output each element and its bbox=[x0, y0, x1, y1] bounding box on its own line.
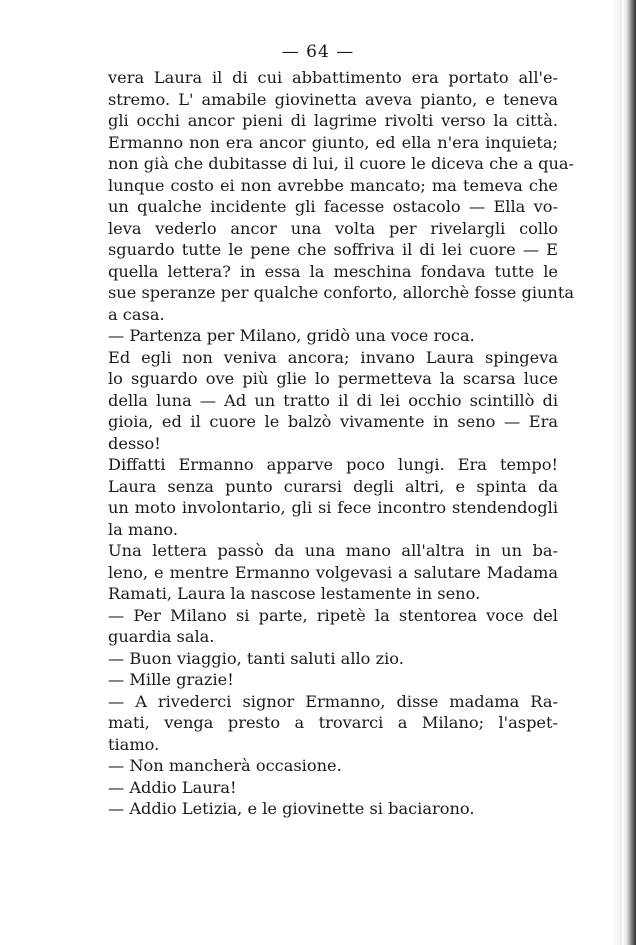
text-line: gli occhi ancor pieni di lagrime rivolti verso la città. bbox=[108, 111, 558, 130]
text-line: guardia sala. bbox=[108, 627, 215, 646]
text-line: quella lettera? in essa la meschina fondava tutte le bbox=[108, 261, 558, 281]
text-line: Diffatti Ermanno apparve poco lungi. Era tempo! bbox=[108, 455, 558, 474]
text-line: — Buon viaggio, tanti saluti allo zio. bbox=[108, 648, 404, 668]
text-line: a casa. bbox=[108, 304, 165, 324]
text-line: gioia, ed il cuore le balzò vivamente in seno — Era bbox=[108, 412, 558, 431]
text-line: Ramati, Laura la nascose lestamente in seno. bbox=[108, 584, 481, 603]
page-number: — 64 — bbox=[281, 42, 355, 62]
text-line: non già che dubitasse di lui, il cuore le diceva che a qua- bbox=[108, 154, 575, 173]
text-line: — Partenza per Milano, gridò una voce roca. bbox=[108, 326, 475, 345]
text-line: leva vederlo ancor una volta per rivelargli collo bbox=[108, 218, 558, 238]
text-line: Una lettera passò da una mano all'altra in un ba- bbox=[108, 541, 558, 560]
text-line: leno, e mentre Ermanno volgevasi a salutare Madama bbox=[108, 562, 558, 582]
text-line: — Addio Laura! bbox=[108, 777, 237, 797]
text-line: tiamo. bbox=[108, 734, 160, 754]
text-line: — Addio Letizia, e le giovinette si baciarono. bbox=[108, 799, 475, 818]
binding-shadow bbox=[612, 0, 622, 945]
text-line: sguardo tutte le pene che soffriva il di lei cuore — E bbox=[108, 240, 558, 259]
text-line: vera Laura il di cui abbattimento era portato all'e- bbox=[108, 68, 558, 87]
text-line: — Mille grazie! bbox=[108, 670, 234, 689]
text-line: — A rivederci signor Ermanno, disse madama Ra- bbox=[108, 691, 558, 711]
text-line: — Per Milano si parte, ripetè la stentorea voce del bbox=[108, 605, 558, 625]
text-line: lo sguardo ove più glie lo permetteva la scarsa luce bbox=[108, 369, 558, 388]
text-line: Ermanno non era ancor giunto, ed ella n'era inquieta; bbox=[108, 132, 558, 152]
text-line: un qualche incidente gli facesse ostacolo — Ella vo- bbox=[108, 197, 558, 216]
text-line: della luna — Ad un tratto il di lei occhio scintillò di bbox=[108, 390, 558, 410]
text-line: lunque costo ei non avrebbe mancato; ma temeva che bbox=[108, 175, 558, 195]
text-line: la mano. bbox=[108, 519, 179, 539]
text-line: mati, venga presto a trovarci a Milano; l'aspet- bbox=[108, 713, 558, 732]
body-text bbox=[108, 67, 575, 820]
text-line: Ed egli non veniva ancora; invano Laura spingeva bbox=[108, 347, 558, 367]
text-line: — Non mancherà occasione. bbox=[108, 756, 342, 775]
text-line: stremo. L' amabile giovinetta aveva pianto, e teneva bbox=[108, 89, 558, 109]
text-line: un moto involontario, gli si fece incontro stendendogli bbox=[108, 498, 558, 517]
text-line: Laura senza punto curarsi degli altri, e spinta da bbox=[108, 476, 558, 496]
text-line: desso! bbox=[108, 433, 161, 453]
binding-edge bbox=[622, 0, 636, 945]
text-line: sue speranze per qualche conforto, allorchè fosse giunta bbox=[108, 283, 575, 302]
